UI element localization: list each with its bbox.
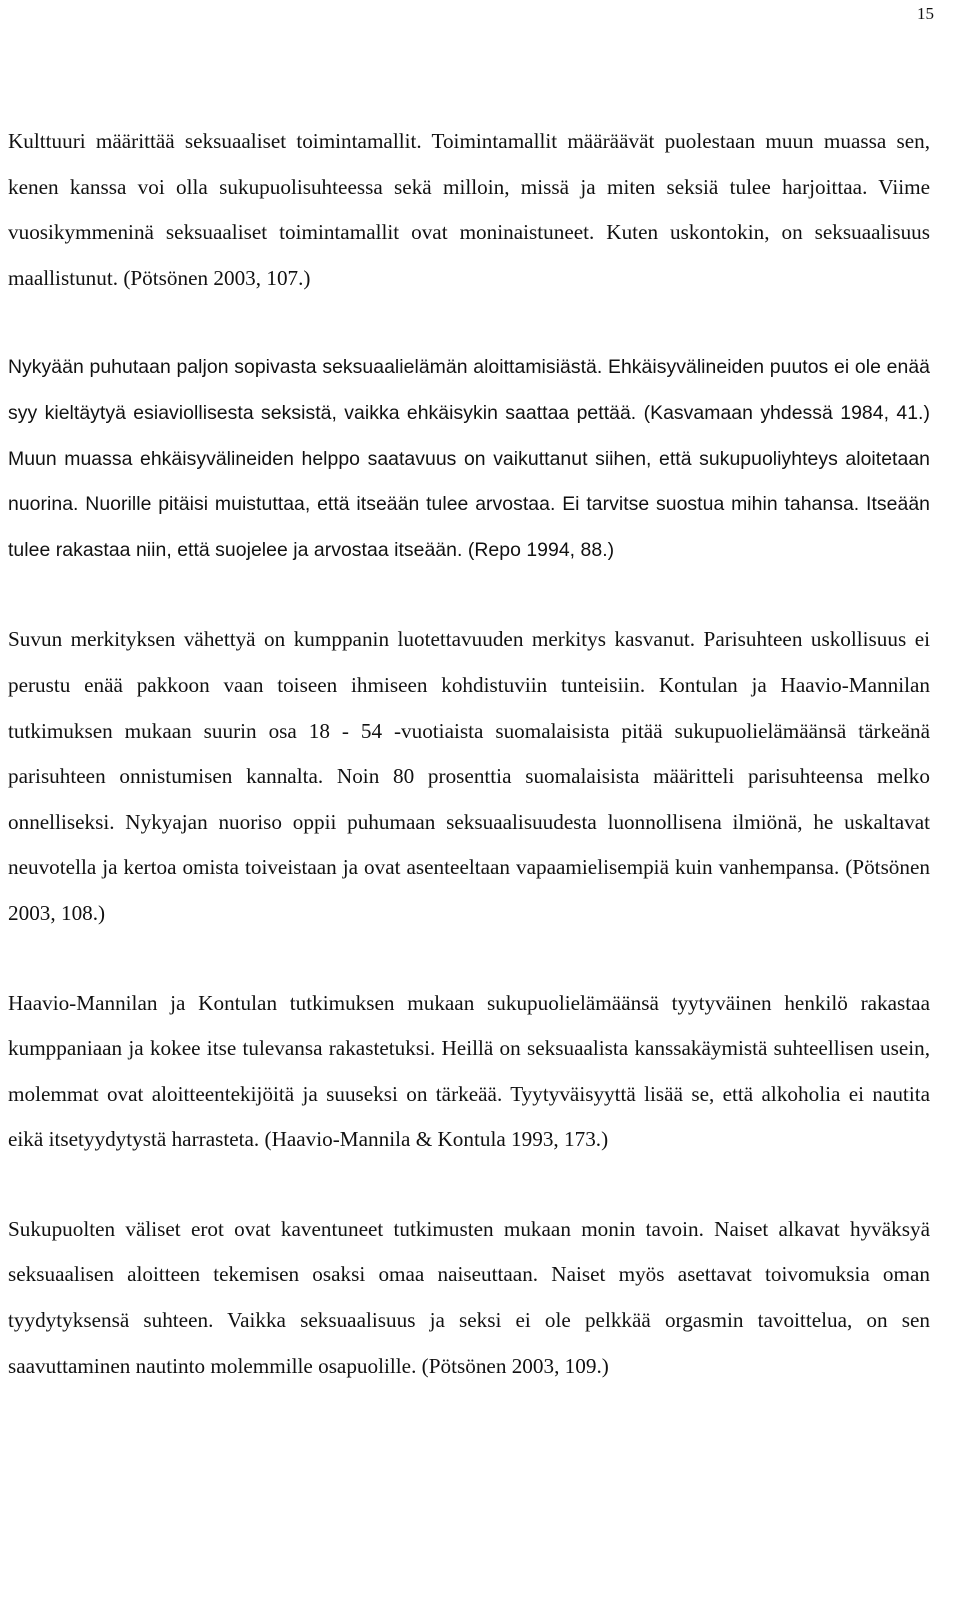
paragraph-satisfied-person: Haavio-Mannilan ja Kontulan tutkimuksen mukaan sukupuolielämäänsä tyytyväinen henkilö rakastaa kumppaniaan ja kokee itse tulevansa rakastetuksi. Heillä on seksuaalista kanssakäymistä suhteellisen usein, molemmat ovat aloitteentekijöitä ja suuseksi on tärkeää. Tyytyväisyyttä lisää se, että alkoholia ei nautita eikä itsetyydytystä harrasteta. (Haavio-Mannila & Kontula 1993, 173.) [8, 990, 930, 1152]
document-body [8, 119, 930, 1389]
paragraph-gender-differences: Sukupuolten väliset erot ovat kaventuneet tutkimusten mukaan monin tavoin. Naiset alkavat hyväksyä seksuaalisen aloitteen tekemisen osaksi omaa naiseuttaan. Naiset myös asettavat toivomuksia oman tyydytyksensä suhteen. Vaikka seksuaalisuus ja seksi ei ole pelkkää orgasmin tavoittelua, on sen saavuttaminen nautinto molemmille osapuolille. (Pötsönen 2003, 109.) [8, 1216, 930, 1378]
page-number: 15 [917, 4, 934, 23]
paragraph-sexual-debut-age: Nykyään puhutaan paljon sopivasta seksuaalielämän aloittamisiästä. Ehkäisyvälineiden puutos ei ole enää syy kieltäytyä esiaviollisesta seksistä, vaikka ehkäisykin saattaa pettää. (Kasvamaan yhdessä 1984, 41.) Muun muassa ehkäisyvälineiden helppo saatavuus on vaikuttanut siihen, että sukupuoliyhteys aloitetaan nuorina. Nuorille pitäisi muistuttaa, että itseään tulee arvostaa. Ei tarvitse suostua mihin tahansa. Itseään tulee rakastaa niin, että suojelee ja arvostaa itseään. (Repo 1994, 88.) [8, 356, 930, 561]
paragraph-culture-sexual-models: Kulttuuri määrittää seksuaaliset toimintamallit. Toimintamallit määräävät puolestaan muun muassa sen, kenen kanssa voi olla sukupuolisuhteessa sekä milloin, missä ja miten seksiä tulee harjoittaa. Viime vuosikymmeninä seksuaaliset toimintamallit ovat moninaistuneet. Kuten uskontokin, on seksuaalisuus maallistunut. (Pötsönen 2003, 107.) [8, 129, 930, 290]
paragraph-partner-reliability: Suvun merkityksen vähettyä on kumppanin luotettavuuden merkitys kasvanut. Parisuhteen uskollisuus ei perustu enää pakkoon vaan toiseen ihmiseen kohdistuviin tunteisiin. Kontulan ja Haavio-Mannilan tutkimuksen mukaan suurin osa 18 - 54 -vuotiaista suomalaisista pitää sukupuolielämäänsä tärkeänä parisuhteen onnistumisen kannalta. Noin 80 prosenttia suomalaisista määritteli parisuhteensa melko onnelliseksi. Nykyajan nuoriso oppii puhumaan seksuaalisuudesta luonnollisena ilmiönä, he uskaltavat neuvotella ja kertoa omista toiveistaan ja ovat asenteeltaan vapaamielisempiä kuin vanhempansa. (Pötsönen 2003, 108.) [8, 627, 930, 925]
